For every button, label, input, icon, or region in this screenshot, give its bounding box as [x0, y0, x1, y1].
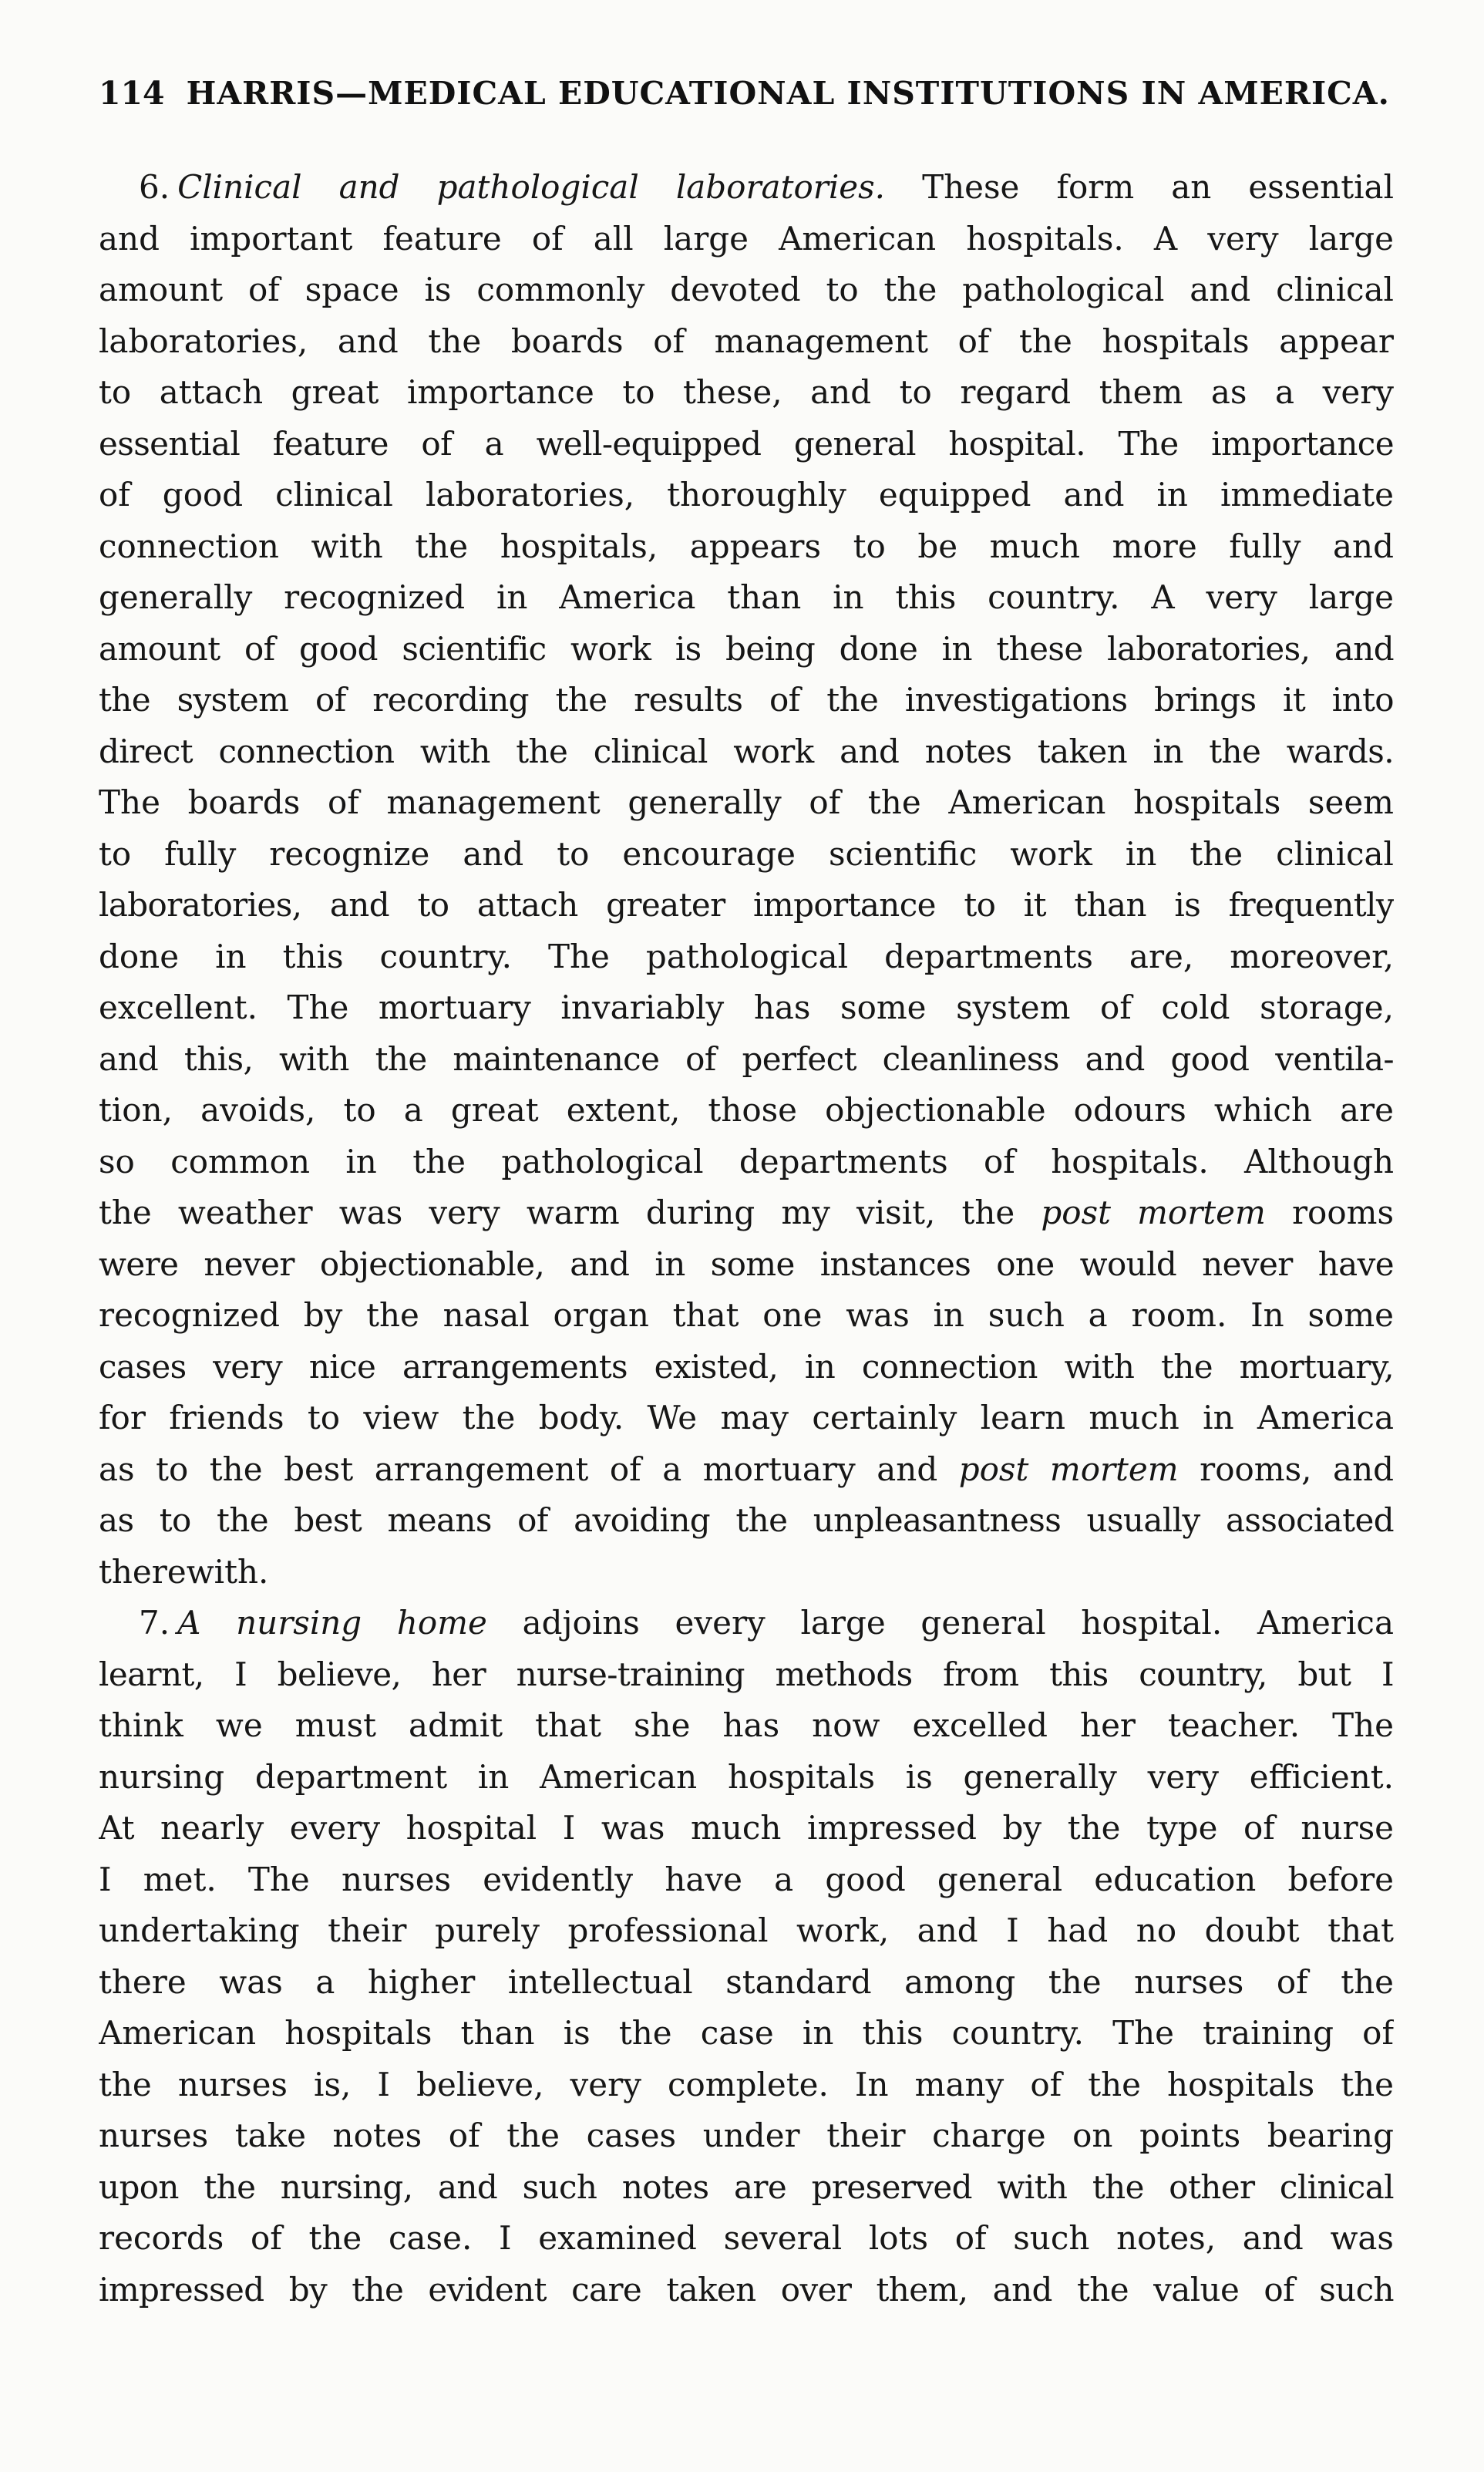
text-line: At nearly every hospital I was much impressed by the type of nurse: [99, 1809, 1394, 1847]
text-fragment: rooms: [1291, 1194, 1394, 1231]
text-line: so common in the pathological departments of hospitals. Although: [99, 1142, 1394, 1180]
text-fragment: These form an essential: [922, 168, 1394, 206]
text-fragment: rooms, and: [1200, 1450, 1394, 1488]
text-line: there was a higher intellectual standard among the nurses of the: [99, 1962, 1394, 2001]
text-line: to attach great importance to these, and to regard them as a very: [99, 373, 1394, 411]
text-line: nursing department in American hospitals is generally very efficient.: [99, 1757, 1394, 1796]
text-line: I met. The nurses evidently have a good general education before: [99, 1860, 1394, 1898]
text-line: impressed by the evident care taken over them, and the value of such: [99, 2270, 1394, 2309]
text-line: direct connection with the clinical work and notes taken in the wards.: [99, 732, 1394, 770]
text-line: cases very nice arrangements existed, in connection with the mortuary,: [99, 1347, 1394, 1386]
text-line: generally recognized in America than in this country. A very large: [99, 578, 1394, 616]
text-line: laboratories, and the boards of management of the hospitals appear: [99, 322, 1394, 360]
text-line: learnt, I believe, her nurse-training methods from this country, but I: [99, 1655, 1394, 1693]
paragraph-heading: Clinical and pathological laboratories.: [177, 168, 886, 206]
text-line: and important feature of all large American hospitals. A very large: [99, 219, 1394, 258]
text-fragment: as to the best arrangement of a mortuary and: [99, 1450, 938, 1488]
paragraph-heading: A nursing home: [177, 1604, 487, 1642]
text-line: the system of recording the results of the investigations brings it into: [99, 681, 1394, 719]
text-line: American hospitals than is the case in this country. The training of: [99, 2014, 1394, 2052]
paragraph-number: 6.: [139, 168, 170, 206]
italic-phrase: post mortem: [958, 1450, 1179, 1488]
text-line: essential feature of a well-equipped general hospital. The importance: [99, 424, 1394, 463]
text-line: amount of space is commonly devoted to the pathological and clinical: [99, 271, 1394, 308]
paragraph-6-first-line: [99, 162, 1394, 214]
paragraph-7-first-line: [99, 1598, 1394, 1649]
text-line: laboratories, and to attach greater importance to it than is frequently: [99, 886, 1394, 924]
text-line: tion, avoids, to a great extent, those objectionable odours which are: [99, 1091, 1394, 1129]
text-line: think we must admit that she has now excelled her teacher. The: [99, 1706, 1394, 1744]
text-line-with-italic: [99, 1444, 1394, 1496]
text-line: the nurses is, I believe, very complete. In many of the hospitals the: [99, 2065, 1394, 2103]
text-line: as to the best means of avoiding the unpleasantness usually associated: [99, 1501, 1394, 1539]
text-line: amount of good scientific work is being done in these laboratories, and: [99, 629, 1394, 668]
text-line: upon the nursing, and such notes are preserved with the other clinical: [99, 2167, 1394, 2206]
text-line: therewith.: [99, 1552, 269, 1591]
text-fragment: adjoins every large general hospital. America: [522, 1604, 1394, 1642]
text-line: for friends to view the body. We may certainly learn much in America: [99, 1399, 1394, 1436]
running-header: [99, 73, 1394, 113]
text-line: connection with the hospitals, appears to be much more fully and: [99, 527, 1394, 565]
paragraph-number: 7.: [139, 1604, 170, 1642]
text-line: to fully recognize and to encourage scientific work in the clinical: [99, 834, 1394, 873]
running-title: HARRIS—MEDICAL EDUCATIONAL INSTITUTIONS IN AMERICA.: [186, 75, 1390, 112]
text-line: undertaking their purely professional work, and I had no doubt that: [99, 1911, 1394, 1949]
text-line: excellent. The mortuary invariably has some system of cold storage,: [99, 988, 1394, 1026]
text-body: [99, 162, 1394, 2315]
text-line: of good clinical laboratories, thoroughly equipped and in immediate: [99, 476, 1394, 514]
text-line: done in this country. The pathological departments are, moreover,: [99, 937, 1394, 975]
text-line: records of the case. I examined several lots of such notes, and was: [99, 2219, 1394, 2257]
text-line: The boards of management generally of the American hospitals seem: [99, 783, 1394, 821]
text-line: nurses take notes of the cases under their charge on points bearing: [99, 2117, 1394, 2154]
text-line: were never objectionable, and in some instances one would never have: [99, 1244, 1394, 1283]
text-fragment: the weather was very warm during my visit, the: [99, 1194, 1015, 1231]
text-line-with-italic: [99, 1187, 1394, 1239]
italic-phrase: post mortem: [1041, 1194, 1266, 1231]
text-line: recognized by the nasal organ that one was in such a room. In some: [99, 1296, 1394, 1334]
page-number: 114: [99, 75, 165, 112]
text-line: and this, with the maintenance of perfect cleanliness and good ventila-: [99, 1039, 1394, 1078]
